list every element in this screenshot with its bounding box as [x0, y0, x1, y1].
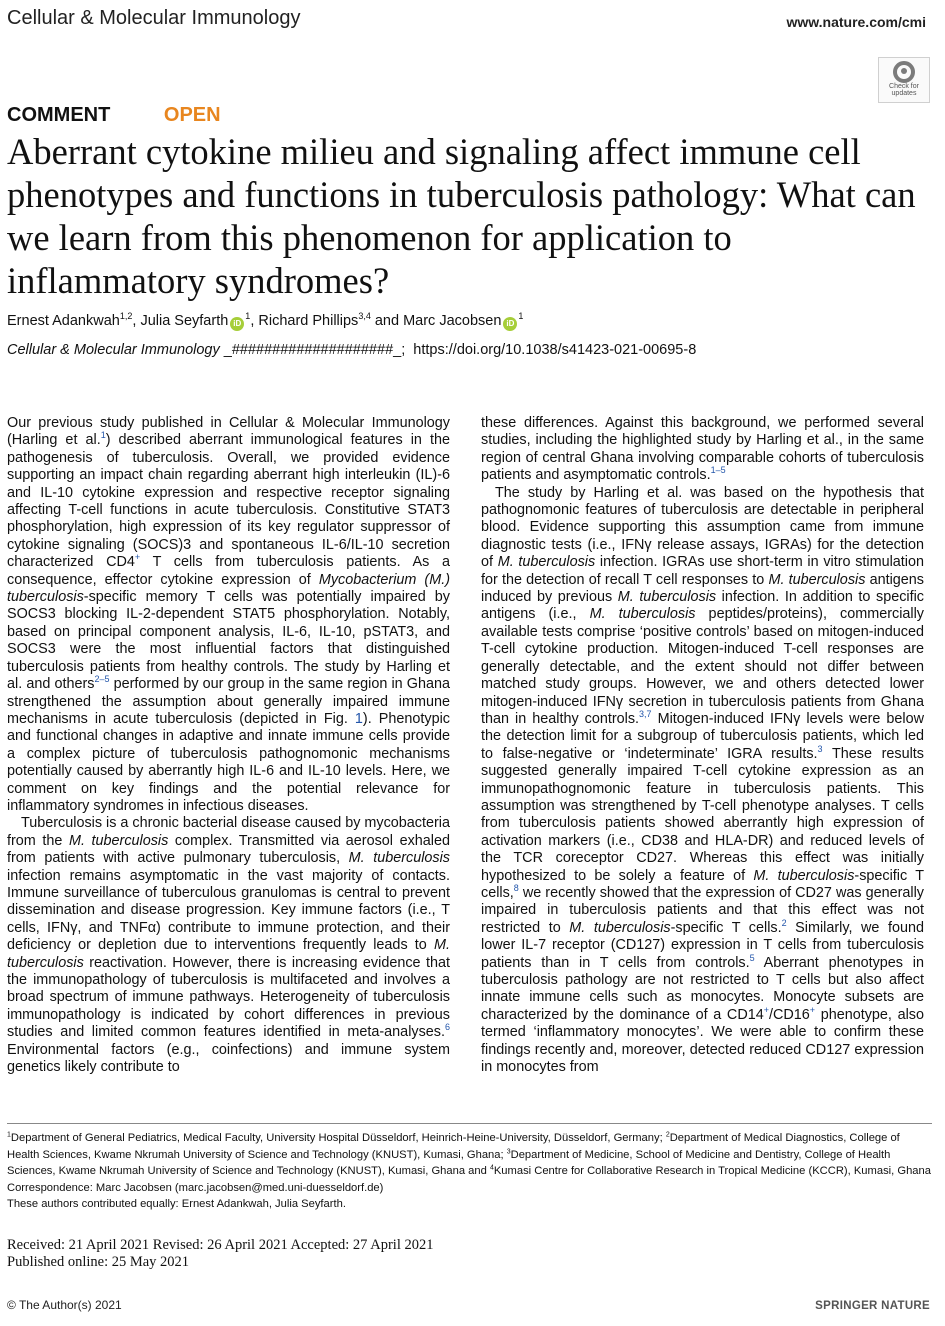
- doi-link[interactable]: https://doi.org/10.1038/s41423-021-00695-8: [413, 342, 697, 358]
- italic-text: M. tuberculosis: [753, 867, 855, 884]
- author-name[interactable]: Julia Seyfarth: [140, 313, 229, 329]
- body-paragraph: Tuberculosis is a chronic bacterial disease caused by mycobacteria from the M. tuberculosis complex. Transmitted via aerosol exhaled from patients with active pulmonary tuberculosis, M. tuberculosis infection remains asymptomatic in the vast majority of contacts. Immune surveillance of tuberculous granulomas is central to prevent dissemination and disease progression. Key immune factors (i.e., T cells, IFNγ, and TNFα) contribute to immune protection, and their deficiency or depletion due to interventions frequently leads to M. tuberculosis reactivation. However, there is increasing evidence that the immunopathology of tuberculosis is multifaceted and involves a broad spectrum of immune pathways. Heterogeneity of tuberculosis immunopathology is indicated by cohort differences in previous studies and limited common features identified in meta-analyses.$^6$ Environmental factors (e.g., coinfections) and immune system genetics likely contribute to: [7, 815, 450, 1076]
- author-affiliation-marker: 1: [245, 311, 251, 322]
- author-affiliation-marker: 1: [518, 311, 524, 322]
- check-updates-icon: [893, 61, 915, 83]
- author-affiliation-marker: 3,4: [358, 311, 371, 322]
- italic-text: Mycobacterium (M.) tuberculosis: [7, 571, 450, 606]
- article-tags: [7, 104, 221, 127]
- article-dates: [7, 1237, 433, 1271]
- reference-marker[interactable]: +: [763, 1005, 769, 1016]
- italic-text: M. tuberculosis: [569, 919, 671, 936]
- italic-text: M. tuberculosis: [7, 937, 450, 971]
- reference-marker[interactable]: 2: [665, 1131, 670, 1139]
- body-column-left: [7, 415, 450, 1076]
- equal-contribution: These authors contributed equally: Ernest Adankwah, Julia Seyfarth.: [7, 1198, 346, 1211]
- reference-marker[interactable]: 4: [489, 1164, 494, 1172]
- reference-marker[interactable]: 3: [817, 743, 823, 754]
- reference-marker[interactable]: 2–5: [94, 674, 110, 685]
- citation-journal: Cellular & Molecular Immunology: [7, 342, 220, 358]
- body-paragraph: Our previous study published in Cellular & Molecular Immunology (Harling et al.$^1$) described aberrant immunological features in the pathogenesis of tuberculosis. Overall, we provided evidence supporting an impact chain regarding aberrant high interleukin (IL)-6 and IL-10 cytokine expression and respective receptor signaling affecting T-cell functions in acute tuberculosis. Constitutive STAT3 phosphorylation, high expression of its key regulator suppressor of cytokine signaling (SOCS)3 and spontaneous IL-6/IL-10 secretion characterized CD4+ T cells from tuberculosis patients. As a consequence, effector cytokine expression of Mycobacterium (M.) tuberculosis-specific memory T cells was potentially impaired by SOCS3 blocking IL-2-dependent STAT5 phosphorylation. Notably, based on principal component analysis, IL-6, IL-10, pSTAT3, and SOCS3 were the most influential factors that distinguished tuberculosis patients from healthy controls. The study by Harling et al. and others$^{2-5}$ performed by our group in the same region in Ghana strengthened the assumption about generally impaired immune mechanisms in acute tuberculosis (depicted in Fig. 1). Phenotypic and functional changes in adaptive and innate immune cells provide a complex picture of tuberculosis pathognomonic mechanisms potentially caused by aberrantly high IL-6 and IL-10 levels. Here, we comment on key findings and the potential relevance for inflammatory syndromes in infectious diseases.: [7, 415, 450, 814]
- citation-volume: _####################_: [223, 342, 402, 358]
- journal-name: Cellular & Molecular Immunology: [7, 7, 301, 29]
- reference-marker[interactable]: 1–5: [710, 465, 726, 476]
- figure-link[interactable]: 1: [354, 710, 363, 727]
- reference-marker[interactable]: 8: [513, 883, 519, 894]
- author-name[interactable]: Marc Jacobsen: [403, 313, 502, 329]
- italic-text: M. tuberculosis: [768, 571, 866, 588]
- article-type-tag: COMMENT: [7, 104, 111, 126]
- reference-marker[interactable]: 1: [7, 1131, 11, 1139]
- reference-marker[interactable]: 1: [100, 430, 106, 441]
- reference-marker[interactable]: 2: [781, 917, 787, 928]
- check-updates-label-2: updates: [891, 90, 917, 97]
- received-revised-accepted: Received: 21 April 2021 Revised: 26 April 2021 Accepted: 27 April 2021: [7, 1237, 434, 1253]
- author-list: Ernest Adankwah$^{1,2}$, Julia Seyfarth $iD^1$, Richard Phillips$^{3,4}$ and Marc Jacobsen $iD^1$: [7, 311, 524, 329]
- italic-text: M. tuberculosis: [617, 589, 717, 606]
- author-name[interactable]: Ernest Adankwah: [7, 313, 120, 329]
- body-paragraph: The study by Harling et al. was based on the hypothesis that pathognomonic features of tuberculosis are detectable in peripheral blood. Evidence supporting this assumption came from immune diagnostic tests (i.e., IFNγ release assays, IGRAs) for the detection of M. tuberculosis infection. IGRAs use short-term in vitro stimulation for the detection of recall T cell responses to M. tuberculosis antigens induced by previous M. tuberculosis infection. In addition to specific antigens (i.e., M. tuberculosis peptides/proteins), commercially available tests comprise ‘positive controls’ based on mitogen-induced T-cell cytokine production. Mitogen-induced T-cell responses are generally detectable, and the extent should not differ between matched study groups. However, we and others detected lower mitogen-induced IFNγ secretion in tuberculosis patients from Ghana than in healthy controls.$^{3,7}$ Mitogen-induced IFNγ levels were below the detection limit for a subgroup of tuberculosis patients, which led to false-negative or ‘indeterminate’ IGRA results.$^3$ These results suggested generally impaired T-cell cytokine expression as an immunopathognomonic feature in tuberculosis patients. This assumption was strengthened by T-cell phenotype analyses. T cells from tuberculosis patients showed aberrantly high expression of activation markers (i.e., CD38 and HLA-DR) and reduced levels of the TCR coreceptor CD27. Whereas this effect was initially hypothesized to be solely a feature of M. tuberculosis-specific T cells,$^8$ we recently showed that the expression of CD27 was generally impaired in tuberculosis patients and that this effect was not restricted to M. tuberculosis-specific T cells.$^2$ Similarly, we found lower IL-7 receptor (CD127) expression in T cells from tuberculosis patients than in T cells from controls.$^5$ Aberrant phenotypes in tuberculosis pathology are not restricted to T cells but also affect innate immune cells such as monocytes. Monocyte subsets are characterized by the dominance of a CD14+/CD16+ phenotype, also termed ‘inflammatory monocytes’. We were able to confirm these findings recently and, moreover, detected reduced CD127 expression in monocytes from: [481, 484, 924, 1076]
- reference-marker[interactable]: 3: [506, 1147, 511, 1155]
- check-updates-label-1: Check for: [889, 83, 919, 90]
- orcid-icon[interactable]: iD: [230, 317, 244, 331]
- body-paragraph: these differences. Against this background, we performed several studies, including the highlighted study by Harling et al., in the same region of central Ghana involving comparable cohorts of tuberculosis patients and asymptomatic controls.$^{1-5}$: [481, 415, 924, 484]
- check-for-updates-button[interactable]: [878, 57, 930, 103]
- article-title: Aberrant cytokine milieu and signaling affect immune cell phenotypes and functions in tuberculosis pathology: What can we learn from this phenomenon for application to inflammatory syndromes?: [7, 131, 916, 301]
- open-access-tag: OPEN: [163, 104, 221, 126]
- reference-marker[interactable]: 6: [444, 1022, 450, 1033]
- citation-separator: ;: [401, 342, 414, 358]
- reference-marker[interactable]: 5: [749, 952, 755, 963]
- journal-url-link[interactable]: www.nature.com/cmi: [786, 14, 926, 30]
- orcid-icon[interactable]: iD: [503, 317, 517, 331]
- correspondence: Correspondence: Marc Jacobsen (marc.jacobsen@med.uni-duesseldorf.de): [7, 1181, 384, 1194]
- reference-marker[interactable]: 3,7: [639, 709, 652, 720]
- reference-marker[interactable]: +: [809, 1005, 816, 1016]
- reference-marker[interactable]: +: [134, 552, 141, 563]
- published-online: Published online: 25 May 2021: [7, 1254, 190, 1270]
- author-name[interactable]: Richard Phillips: [258, 313, 359, 329]
- author-affiliation-marker: 1,2: [119, 311, 133, 322]
- affiliations: $^1$Department of General Pediatrics, Medical Faculty, University Hospital Düsseldorf, Heinrich-Heine-University, Düsseldorf, Germany; $^2$Department of Medical Diagnostics, College of Health Sciences, Kwame Nkrumah University of Science and Technology (KNUST), Kumasi, Ghana; $^3$Department of Medicine, School of Medicine and Dentistry, College of Health Sciences, Kwame Nkrumah University of Science and Technology (KNUST), Kumasi, Ghana and $^4$Kumasi Centre for Collaborative Research in Tropical Medicine (KCCR), Kumasi, Ghana: [7, 1131, 931, 1178]
- italic-text: M. tuberculosis: [497, 554, 596, 571]
- article-citation: [7, 342, 696, 358]
- copyright: © The Author(s) 2021: [7, 1298, 122, 1312]
- footnotes: [7, 1130, 932, 1213]
- italic-text: M. tuberculosis: [68, 832, 169, 849]
- italic-text: M. tuberculosis: [589, 606, 696, 623]
- body-column-right: [481, 415, 924, 1076]
- italic-text: M. tuberculosis: [348, 850, 450, 867]
- publisher-logo: SPRINGER NATURE: [815, 1300, 930, 1312]
- footnote-divider: [7, 1123, 932, 1124]
